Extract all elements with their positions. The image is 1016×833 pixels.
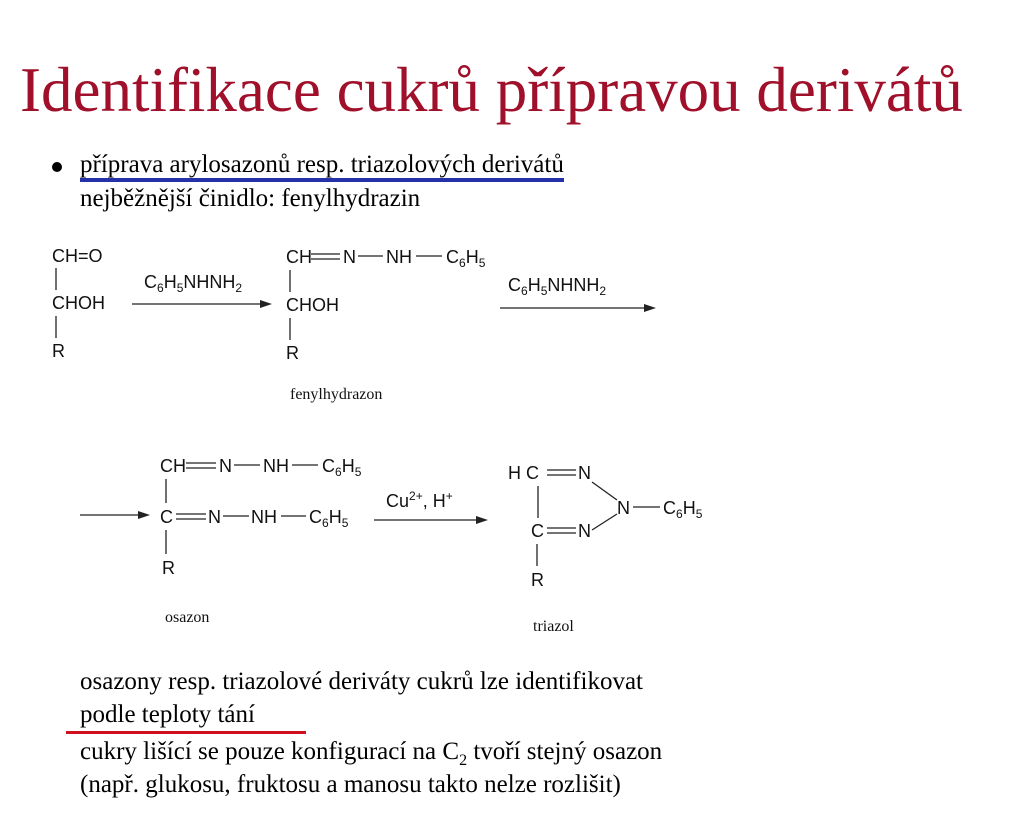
reagent-3: $Cu^{2+}$, H+ xyxy=(386,489,453,511)
ring-bond xyxy=(592,514,617,530)
osazone-r: R xyxy=(162,558,175,578)
triazole-phenyl: $C_6H_5$ xyxy=(663,498,703,521)
hydrazone-chohl: CHOH xyxy=(286,295,339,315)
osazone-c: C xyxy=(160,507,173,527)
text-line-3-b: tvoří stejný osazon xyxy=(467,738,663,765)
hydrazone-n: N xyxy=(343,247,356,267)
reagent-1: $C_6H_5NHNH_2$ xyxy=(144,272,243,295)
page-title: Identifikace cukrů přípravou derivátů xyxy=(20,55,963,125)
triazole-n-2: N xyxy=(617,498,630,518)
triazole-label: triazol xyxy=(533,618,574,635)
red-underline xyxy=(66,731,306,734)
osazone-nh: NH xyxy=(263,456,289,476)
reactant-chohl: CHOH xyxy=(52,293,105,313)
osazone-n-2: N xyxy=(208,507,221,527)
arrowhead-icon xyxy=(476,516,488,524)
hydrazone-r: R xyxy=(286,343,299,363)
osazone-phenyl-1: $C_6H_5$ xyxy=(322,456,362,479)
triazole-r: R xyxy=(531,570,544,590)
triazole-n-3: N xyxy=(578,521,591,541)
hydrazone-ch: CH xyxy=(286,247,312,267)
reagent-2: $C_6H_5NHNH_2$ xyxy=(508,275,607,298)
triazole-c: C xyxy=(531,521,544,541)
osazone-phenyl-2: $C_6H_5$ xyxy=(309,507,349,530)
hydrazone-phenyl: $C_6H_5$ xyxy=(446,247,486,270)
text-line-3-sub: 2 xyxy=(459,752,468,769)
reactant-aldehyde: CH=O xyxy=(52,246,103,266)
arrowhead-icon xyxy=(138,511,150,519)
osazone-ch: CH xyxy=(160,456,186,476)
osazone-nh-2: NH xyxy=(251,507,277,527)
osazone-label: osazon xyxy=(165,609,210,626)
triazole-n-1: N xyxy=(578,463,591,483)
text-line-2: podle teploty tání xyxy=(80,701,255,728)
reactant-r: R xyxy=(52,341,65,361)
underlined-link-text[interactable]: příprava arylosazonů resp. triazolových derivátů xyxy=(80,151,564,182)
arrowhead-icon xyxy=(644,304,656,312)
text-line-3-a: cukry lišící se pouze konfigurací na C xyxy=(80,738,460,765)
triazole-hc: H C xyxy=(508,463,539,483)
bullet-line-2: nejběžnější činidlo: fenylhydrazin xyxy=(80,185,421,212)
hydrazone-label: fenylhydrazon xyxy=(290,386,383,403)
hydrazone-nh: NH xyxy=(386,247,412,267)
text-line-1: osazony resp. triazolové deriváty cukrů lze identifikovat xyxy=(80,668,643,695)
ring-bond xyxy=(592,482,617,500)
osazone-n: N xyxy=(219,456,232,476)
arrowhead-icon xyxy=(260,300,272,308)
text-line-4: (např. glukosu, fruktosu a manosu takto nelze rozlišit) xyxy=(80,771,621,798)
